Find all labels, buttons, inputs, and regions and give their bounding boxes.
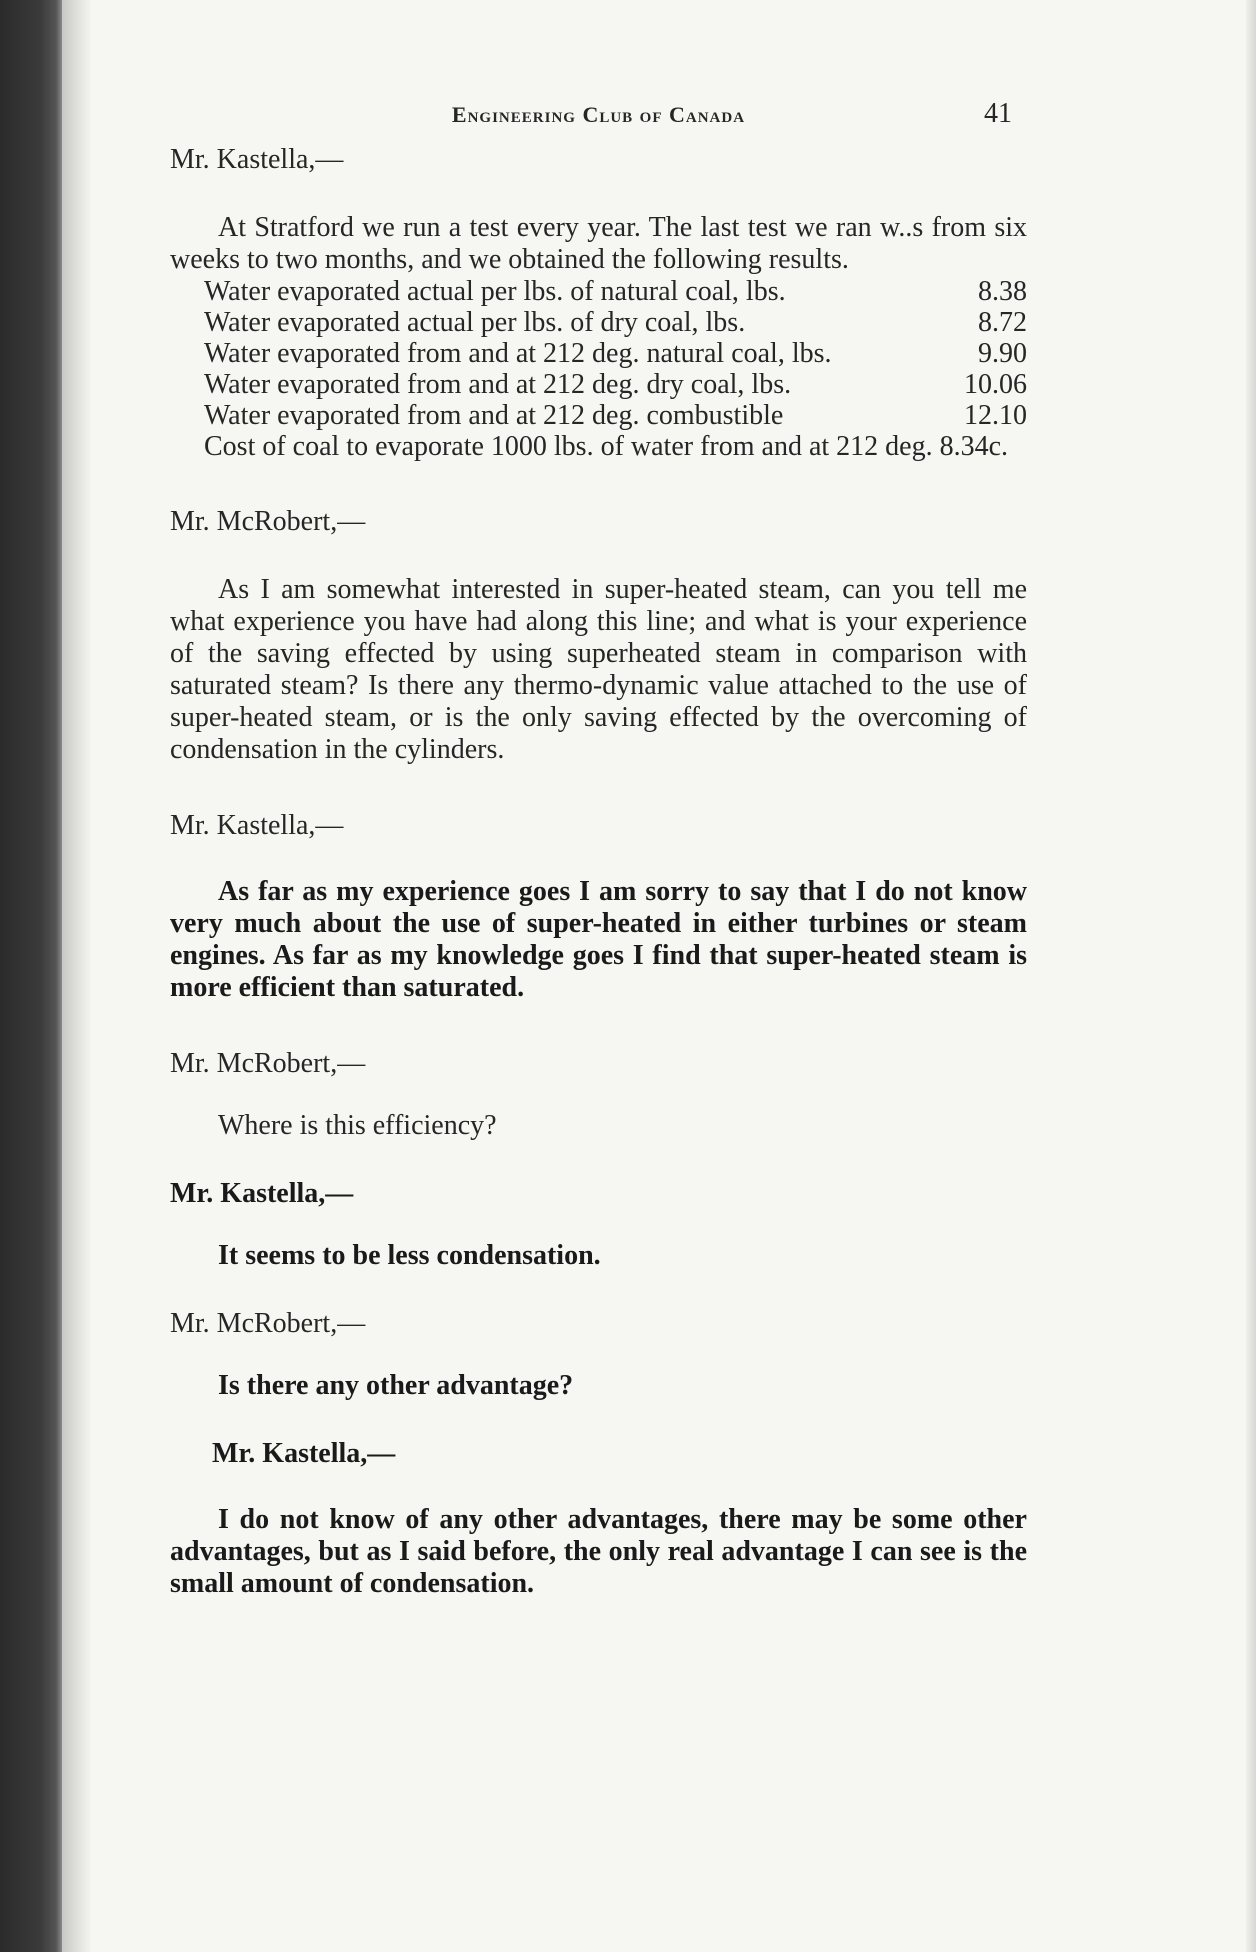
speaker-label: Mr. McRobert,— — [170, 1048, 366, 1079]
speaker-label: Mr. Kastella,— — [212, 1438, 396, 1469]
result-label: Water evaporated actual per lbs. of dry coal, lbs. — [204, 307, 746, 338]
result-row — [170, 276, 1027, 307]
result-value: 8.72 — [978, 307, 1027, 338]
result-value: 12.10 — [964, 400, 1027, 431]
result-label: Water evaporated from and at 212 deg. combustible — [204, 400, 784, 431]
speech-text: At Stratford we run a test every year. The last test we ran w..s from six weeks to two months, and we obtained the following results. — [170, 212, 1027, 275]
result-label: Water evaporated actual per lbs. of natural coal, lbs. — [204, 276, 786, 307]
result-row — [170, 369, 1027, 400]
speech-text: Is there any other advantage? — [218, 1370, 574, 1401]
speaker-label: Mr. Kastella,— — [170, 1178, 354, 1209]
book-page — [170, 96, 1027, 1876]
speaker-label: Mr. McRobert,— — [170, 1308, 366, 1339]
result-row — [170, 400, 1027, 431]
speech-text: Where is this efficiency? — [218, 1110, 497, 1141]
result-row — [170, 338, 1027, 369]
running-head-title: Engineering Club of Canada — [451, 102, 746, 127]
result-value: 10.06 — [964, 369, 1027, 400]
test-results-list — [170, 276, 1027, 431]
speaker-label: Mr. Kastella,— — [170, 810, 344, 841]
speaker-label: Mr. Kastella,— — [170, 144, 344, 175]
page-edge-right — [1246, 0, 1256, 1952]
gutter-shadow — [62, 0, 92, 1952]
speech-text: I do not know of any other advantages, there may be some other advantages, but as I said before, the only real advantage I can see is the small amount of condensation. — [170, 1504, 1027, 1599]
result-label: Water evaporated from and at 212 deg. dry coal, lbs. — [204, 369, 792, 400]
result-value: 8.38 — [978, 276, 1027, 307]
speech-text: It seems to be less condensation. — [218, 1240, 601, 1271]
result-value: 9.90 — [978, 338, 1027, 369]
speaker-label: Mr. McRobert,— — [170, 506, 366, 537]
binding-shadow — [0, 0, 62, 1952]
result-row — [170, 307, 1027, 338]
result-label: Water evaporated from and at 212 deg. natural coal, lbs. — [204, 338, 832, 369]
cost-note: Cost of coal to evaporate 1000 lbs. of water from and at 212 deg. 8.34c. — [204, 431, 1009, 462]
page-number: 41 — [984, 98, 1012, 129]
running-head — [170, 96, 1027, 136]
speech-text: As far as my experience goes I am sorry to say that I do not know very much about the use of super-heated in either turbines or steam engines. As far as my knowledge goes I find that super-heated steam is more efficient than saturated. — [170, 876, 1027, 1003]
speech-text: As I am somewhat interested in super-heated steam, can you tell me what experience you have had along this line; and what is your experience of the saving effected by using superheated steam in comparison with saturated steam? Is there any thermo-dynamic value attached to the use of super-heated steam, or is the only saving effected by the overcoming of condensation in the cylinders. — [170, 574, 1027, 765]
